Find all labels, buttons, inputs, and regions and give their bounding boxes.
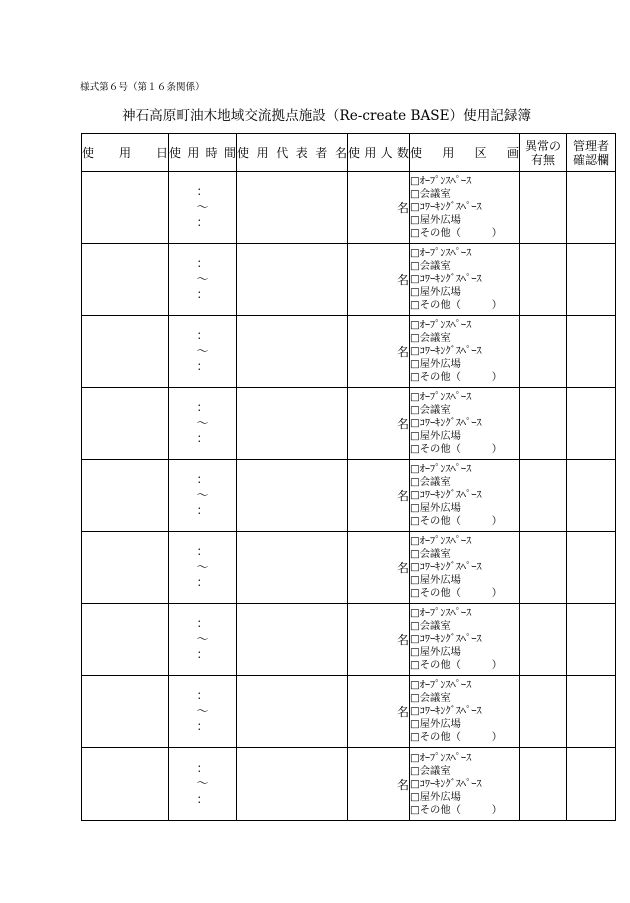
section-option-coworking-space: □ｺﾜｰｷﾝｸﾞｽﾍﾟｰｽ <box>410 201 482 213</box>
section-option-outdoor-plaza: □屋外広場 <box>410 502 461 514</box>
date-cell <box>82 748 169 821</box>
section-option-meeting-room: □会議室 <box>410 620 451 632</box>
time-cell <box>169 172 237 244</box>
time-start-mark: ： <box>196 328 209 343</box>
abnormality-cell <box>520 388 567 460</box>
time-separator-mark: ～ <box>196 559 209 574</box>
section-option-open-space: □ｵｰﾌﾟﾝｽﾍﾟｰｽ <box>410 751 472 764</box>
section-option-outdoor-plaza: □屋外広場 <box>410 718 461 730</box>
usage-record-table <box>81 133 616 821</box>
section-option-outdoor-plaza: □屋外広場 <box>410 430 461 442</box>
header-manager <box>567 134 616 172</box>
section-cell <box>410 532 520 604</box>
section-option-meeting-room: □会議室 <box>410 188 451 200</box>
manager-check-cell <box>567 460 616 532</box>
date-cell <box>82 316 169 388</box>
abnormality-cell <box>520 316 567 388</box>
section-option-other: □その他（ ） <box>410 731 503 743</box>
section-option-other: □その他（ ） <box>410 587 503 599</box>
time-cell <box>169 460 237 532</box>
table-header-row <box>82 134 616 172</box>
people-count-cell <box>348 172 410 244</box>
time-separator-mark: ～ <box>196 271 209 286</box>
section-option-coworking-space: □ｺﾜｰｷﾝｸﾞｽﾍﾟｰｽ <box>410 489 482 501</box>
time-end-mark: ： <box>196 719 209 734</box>
date-cell <box>82 532 169 604</box>
representative-name-cell <box>237 316 348 388</box>
representative-name-cell <box>237 676 348 748</box>
section-option-other: □その他（ ） <box>410 299 503 311</box>
section-option-other: □その他（ ） <box>410 443 503 455</box>
section-option-outdoor-plaza: □屋外広場 <box>410 646 461 658</box>
people-count-cell <box>348 676 410 748</box>
section-option-coworking-space: □ｺﾜｰｷﾝｸﾞｽﾍﾟｰｽ <box>410 561 482 573</box>
section-option-meeting-room: □会議室 <box>410 404 451 416</box>
header-date: 使用日 <box>82 134 169 172</box>
section-option-open-space: □ｵｰﾌﾟﾝｽﾍﾟｰｽ <box>410 319 472 331</box>
time-start-mark: ： <box>196 400 209 415</box>
time-cell <box>169 676 237 748</box>
section-cell <box>410 748 520 821</box>
section-option-open-space: □ｵｰﾌﾟﾝｽﾍﾟｰｽ <box>410 535 472 547</box>
header-section: 使用区画 <box>410 134 520 172</box>
people-unit-label: 名 <box>396 273 409 287</box>
people-count-cell <box>348 748 410 821</box>
time-end-mark: ： <box>196 503 209 518</box>
time-start-mark: ： <box>196 760 209 775</box>
time-separator-mark: ～ <box>196 776 209 791</box>
table-row <box>82 604 616 676</box>
people-count-cell <box>348 316 410 388</box>
header-abnormality <box>520 134 567 172</box>
section-option-other: □その他（ ） <box>410 659 503 671</box>
section-cell <box>410 460 520 532</box>
section-option-coworking-space: □ｺﾜｰｷﾝｸﾞｽﾍﾟｰｽ <box>410 633 482 645</box>
abnormality-cell <box>520 748 567 821</box>
manager-check-cell <box>567 748 616 821</box>
time-separator-mark: ～ <box>196 703 209 718</box>
header-representative: 使用代表者名 <box>237 134 348 172</box>
date-cell <box>82 388 169 460</box>
time-start-mark: ： <box>196 184 209 199</box>
section-option-open-space: □ｵｰﾌﾟﾝｽﾍﾟｰｽ <box>410 463 472 475</box>
date-cell <box>82 460 169 532</box>
header-manager-line2: 確認欄 <box>572 152 609 167</box>
manager-check-cell <box>567 388 616 460</box>
time-end-mark: ： <box>196 431 209 446</box>
table-body <box>82 172 616 821</box>
section-cell <box>410 604 520 676</box>
representative-name-cell <box>237 172 348 244</box>
date-cell <box>82 604 169 676</box>
manager-check-cell <box>567 604 616 676</box>
section-option-outdoor-plaza: □屋外広場 <box>410 790 461 803</box>
people-count-cell <box>348 460 410 532</box>
time-cell <box>169 532 237 604</box>
people-unit-label: 名 <box>396 201 409 215</box>
section-option-meeting-room: □会議室 <box>410 692 451 704</box>
people-count-cell <box>348 604 410 676</box>
document-title: 神石高原町油木地域交流拠点施設（Re-create BASE）使用記録簿 <box>122 108 532 124</box>
time-end-mark: ： <box>196 647 209 662</box>
abnormality-cell <box>520 604 567 676</box>
time-start-mark: ： <box>196 256 209 271</box>
section-option-meeting-room: □会議室 <box>410 764 451 777</box>
section-option-open-space: □ｵｰﾌﾟﾝｽﾍﾟｰｽ <box>410 607 472 619</box>
section-cell <box>410 676 520 748</box>
people-count-cell <box>348 244 410 316</box>
table-row <box>82 172 616 244</box>
time-start-mark: ： <box>196 472 209 487</box>
time-separator-mark: ～ <box>196 343 209 358</box>
time-end-mark: ： <box>196 359 209 374</box>
abnormality-cell <box>520 460 567 532</box>
section-option-other: □その他（ ） <box>410 515 503 527</box>
header-manager-line1: 管理者 <box>572 138 609 153</box>
table-row <box>82 244 616 316</box>
time-cell <box>169 316 237 388</box>
section-option-coworking-space: □ｺﾜｰｷﾝｸﾞｽﾍﾟｰｽ <box>410 273 482 285</box>
section-option-open-space: □ｵｰﾌﾟﾝｽﾍﾟｰｽ <box>410 247 472 259</box>
time-separator-mark: ～ <box>196 415 209 430</box>
header-abnormality-line1: 異常の <box>524 138 561 153</box>
section-cell <box>410 172 520 244</box>
time-separator-mark: ～ <box>196 199 209 214</box>
section-option-other: □その他（ ） <box>410 803 503 816</box>
section-option-meeting-room: □会議室 <box>410 476 451 488</box>
manager-check-cell <box>567 244 616 316</box>
section-option-coworking-space: □ｺﾜｰｷﾝｸﾞｽﾍﾟｰｽ <box>410 705 482 717</box>
table-header <box>82 134 616 172</box>
table-row <box>82 316 616 388</box>
abnormality-cell <box>520 676 567 748</box>
section-cell <box>410 388 520 460</box>
section-option-open-space: □ｵｰﾌﾟﾝｽﾍﾟｰｽ <box>410 679 472 691</box>
section-cell <box>410 244 520 316</box>
abnormality-cell <box>520 244 567 316</box>
time-end-mark: ： <box>196 791 209 806</box>
section-option-other: □その他（ ） <box>410 227 503 239</box>
people-unit-label: 名 <box>396 633 409 647</box>
people-count-cell <box>348 388 410 460</box>
abnormality-cell <box>520 532 567 604</box>
time-separator-mark: ～ <box>196 487 209 502</box>
representative-name-cell <box>237 532 348 604</box>
section-option-open-space: □ｵｰﾌﾟﾝｽﾍﾟｰｽ <box>410 175 472 187</box>
section-option-coworking-space: □ｺﾜｰｷﾝｸﾞｽﾍﾟｰｽ <box>410 777 482 790</box>
section-option-meeting-room: □会議室 <box>410 260 451 272</box>
manager-check-cell <box>567 676 616 748</box>
representative-name-cell <box>237 604 348 676</box>
time-end-mark: ： <box>196 215 209 230</box>
table-row <box>82 748 616 821</box>
section-option-other: □その他（ ） <box>410 371 503 383</box>
section-cell <box>410 316 520 388</box>
table-row <box>82 532 616 604</box>
people-count-cell <box>348 532 410 604</box>
representative-name-cell <box>237 748 348 821</box>
time-start-mark: ： <box>196 688 209 703</box>
header-people: 使用人数 <box>348 134 410 172</box>
people-unit-label: 名 <box>396 489 409 503</box>
people-unit-label: 名 <box>396 561 409 575</box>
time-separator-mark: ～ <box>196 631 209 646</box>
table-row <box>82 388 616 460</box>
table-row <box>82 676 616 748</box>
people-unit-label: 名 <box>396 705 409 719</box>
manager-check-cell <box>567 172 616 244</box>
abnormality-cell <box>520 172 567 244</box>
section-option-outdoor-plaza: □屋外広場 <box>410 286 461 298</box>
time-cell <box>169 244 237 316</box>
time-start-mark: ： <box>196 616 209 631</box>
time-start-mark: ： <box>196 544 209 559</box>
representative-name-cell <box>237 388 348 460</box>
section-option-outdoor-plaza: □屋外広場 <box>410 214 461 226</box>
table-row <box>82 460 616 532</box>
people-unit-label: 名 <box>396 417 409 431</box>
manager-check-cell <box>567 532 616 604</box>
representative-name-cell <box>237 460 348 532</box>
time-cell <box>169 748 237 821</box>
section-option-meeting-room: □会議室 <box>410 332 451 344</box>
date-cell <box>82 676 169 748</box>
section-option-outdoor-plaza: □屋外広場 <box>410 358 461 370</box>
time-end-mark: ： <box>196 575 209 590</box>
time-cell <box>169 388 237 460</box>
header-time: 使用時間 <box>169 134 237 172</box>
manager-check-cell <box>567 316 616 388</box>
section-option-meeting-room: □会議室 <box>410 548 451 560</box>
people-unit-label: 名 <box>396 345 409 359</box>
section-option-outdoor-plaza: □屋外広場 <box>410 574 461 586</box>
section-option-open-space: □ｵｰﾌﾟﾝｽﾍﾟｰｽ <box>410 391 472 403</box>
section-option-coworking-space: □ｺﾜｰｷﾝｸﾞｽﾍﾟｰｽ <box>410 417 482 429</box>
date-cell <box>82 244 169 316</box>
people-unit-label: 名 <box>396 777 409 792</box>
time-cell <box>169 604 237 676</box>
header-abnormality-line2: 有無 <box>530 152 555 167</box>
section-option-coworking-space: □ｺﾜｰｷﾝｸﾞｽﾍﾟｰｽ <box>410 345 482 357</box>
date-cell <box>82 172 169 244</box>
form-number: 様式第６号（第１６条関係） <box>80 82 205 93</box>
representative-name-cell <box>237 244 348 316</box>
time-end-mark: ： <box>196 287 209 302</box>
